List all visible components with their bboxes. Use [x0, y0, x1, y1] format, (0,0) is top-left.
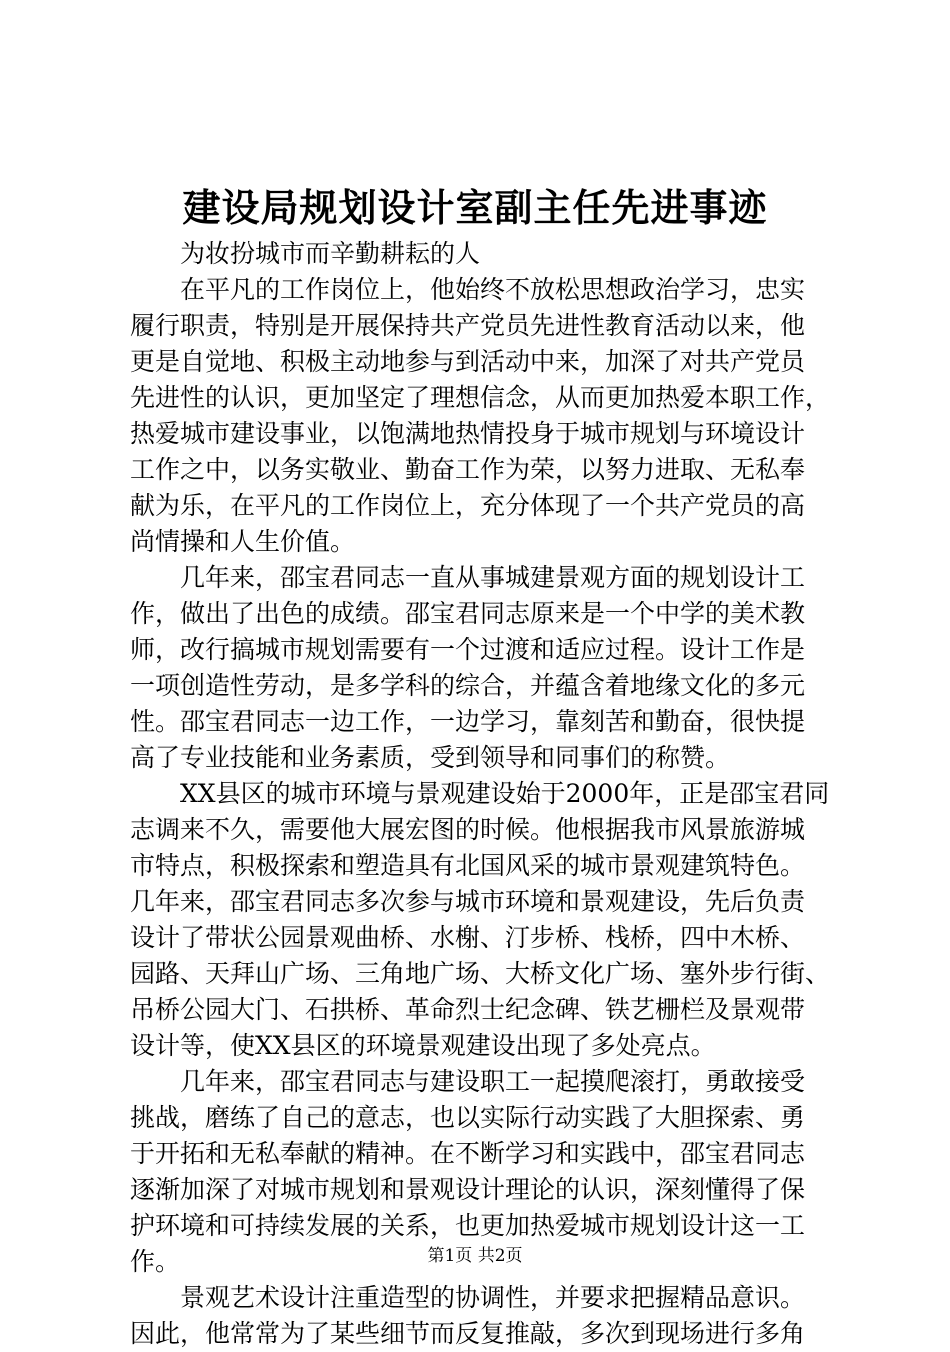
body-line: 为妆扮城市而辛勤耕耘的人 — [130, 239, 481, 268]
body-line: 几年来，邵宝君同志一直从事城建景观方面的规划设计工 — [130, 563, 806, 592]
body-line: 于开拓和无私奉献的精神。在不断学习和实践中，邵宝君同志 — [130, 1139, 806, 1168]
body-line: 园路、天拜山广场、三角地广场、大桥文化广场、塞外步行街、 — [130, 959, 831, 988]
body-line: 逐渐加深了对城市规划和景观设计理论的认识，深刻懂得了保 — [130, 1175, 806, 1204]
body-line: 履行职责，特别是开展保持共产党员先进性教育活动以来，他 — [130, 311, 806, 340]
body-line: 一项创造性劳动，是多学科的综合，并蕴含着地缘文化的多元 — [130, 671, 806, 700]
body-line: 市特点，积极探索和塑造具有北国风采的城市景观建筑特色。 — [130, 851, 806, 880]
body-line: 高了专业技能和业务素质，受到领导和同事们的称赞。 — [130, 743, 731, 772]
body-line: 先进性的认识，更加坚定了理想信念，从而更加热爱本职工作， — [130, 383, 831, 412]
body-line: 几年来，邵宝君同志与建设职工一起摸爬滚打，勇敢接受 — [130, 1067, 806, 1096]
body-line: 热爱城市建设事业，以饱满地热情投身于城市规划与环境设计 — [130, 419, 806, 448]
document-title: 建设局规划设计室副主任先进事迹 — [182, 185, 768, 230]
body-line: 几年来，邵宝君同志多次参与城市环境和景观建设，先后负责 — [130, 887, 806, 916]
body-line: 作。 — [130, 1247, 181, 1276]
body-line: 作，做出了出色的成绩。邵宝君同志原来是一个中学的美术教 — [130, 599, 806, 628]
body-line: 志调来不久，需要他大展宏图的时候。他根据我市风景旅游城 — [130, 815, 806, 844]
body-line: 在平凡的工作岗位上，他始终不放松思想政治学习，忠实 — [130, 275, 806, 304]
document-body — [130, 236, 830, 1352]
body-line: 师，改行搞城市规划需要有一个过渡和适应过程。设计工作是 — [130, 635, 806, 664]
page-number-footer: 第1页 共2页 — [427, 1246, 523, 1266]
body-line: 挑战，磨练了自己的意志，也以实际行动实践了大胆探索、勇 — [130, 1103, 806, 1132]
body-line: 献为乐，在平凡的工作岗位上，充分体现了一个共产党员的高 — [130, 491, 806, 520]
body-line: 更是自觉地、积极主动地参与到活动中来，加深了对共产党员 — [130, 347, 806, 376]
body-line: 吊桥公园大门、石拱桥、革命烈士纪念碑、铁艺栅栏及景观带 — [130, 995, 806, 1024]
body-line: 尚情操和人生价值。 — [130, 527, 356, 556]
body-line: 工作之中，以务实敬业、勤奋工作为荣，以努力进取、无私奉 — [130, 455, 806, 484]
body-line: XX县区的城市环境与景观建设始于2000年，正是邵宝君同 — [130, 779, 830, 808]
body-line: 因此，他常常为了某些细节而反复推敲，多次到现场进行多角 — [130, 1319, 806, 1348]
body-line: 性。邵宝君同志一边工作，一边学习，靠刻苦和勤奋，很快提 — [130, 707, 806, 736]
body-line: 景观艺术设计注重造型的协调性，并要求把握精品意识。 — [130, 1283, 806, 1312]
body-line: 护环境和可持续发展的关系，也更加热爱城市规划设计这一工 — [130, 1211, 806, 1240]
body-line: 设计等，使XX县区的环境景观建设出现了多处亮点。 — [130, 1031, 716, 1060]
body-line: 设计了带状公园景观曲桥、水榭、汀步桥、栈桥，四中木桥、 — [130, 923, 806, 952]
